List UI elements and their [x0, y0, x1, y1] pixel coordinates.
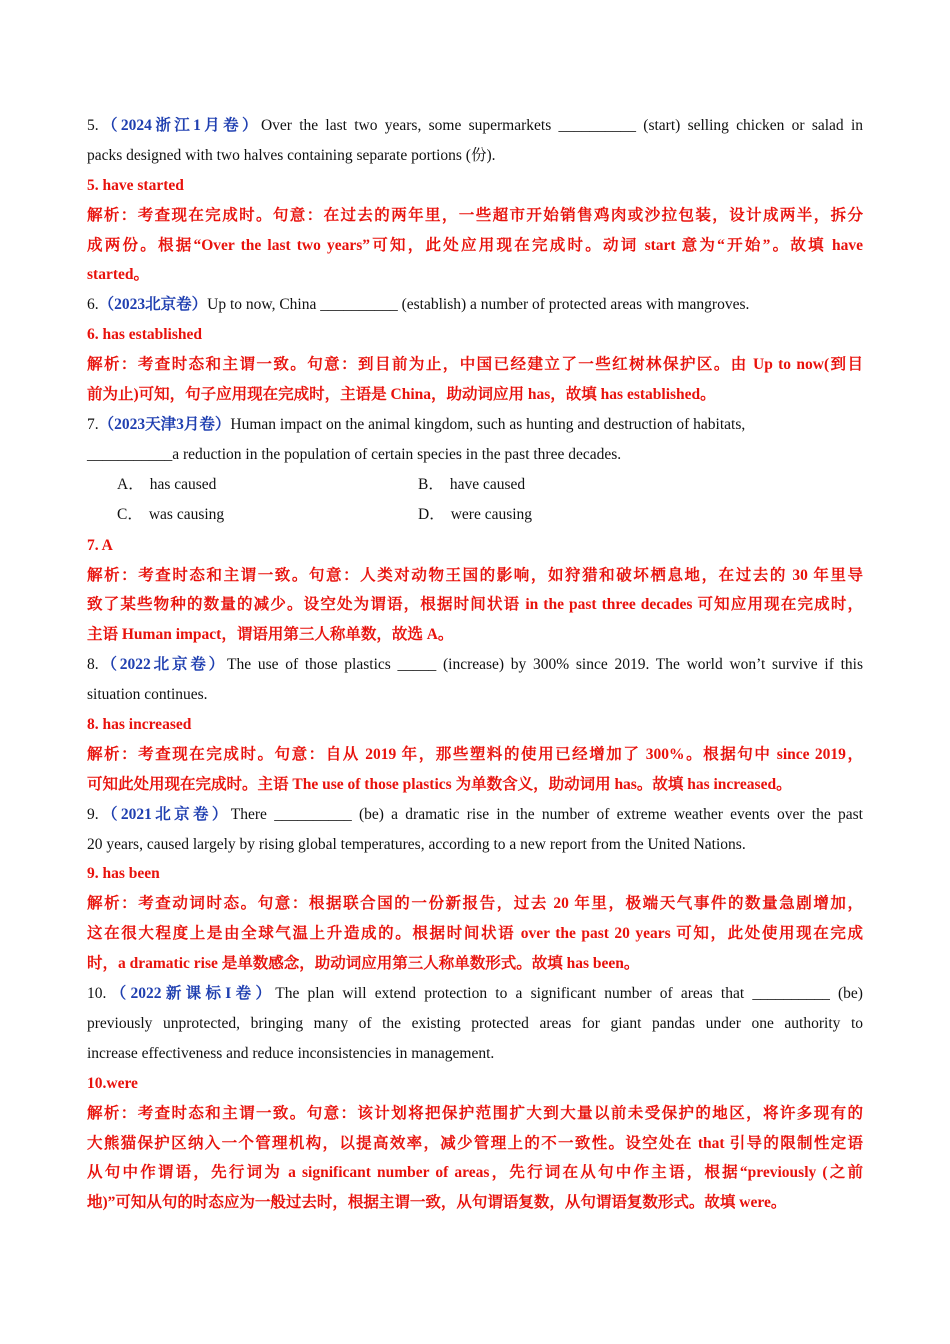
q7-source: （2023天津3月卷） [98, 415, 231, 433]
q9-line1: 9.（2021北京卷）There __________ (be) a dramatic rise in the number of extreme weather events over the past [87, 805, 863, 823]
q5-exp-2: 成两份。根据“Over the last two years”可知，此处应用现在完成时。动词 start 意为“开始”。故填 have [87, 236, 863, 254]
q10-line2: previously unprotected, bringing many of the existing protected areas for giant pandas under one authority to [87, 1014, 863, 1032]
q8-exp-1: 解析：考查现在完成时。句意：自从 2019 年，那些塑料的使用已经增加了 300%。根据句中 since 2019， [87, 745, 863, 763]
q7-answer: 7. A [87, 536, 113, 554]
q8-source: （2022北京卷） [98, 656, 228, 674]
q9-answer: 9. has been [87, 865, 160, 883]
q6-exp-2: 前为止)可知，句子应用现在完成时，主语是 China，助动词应用 has，故填 has established。 [87, 386, 716, 404]
q7-exp-1: 解析：考查时态和主谓一致。句意：人类对动物王国的影响，如狩猎和破坏栖息地，在过去的 30 年里导 [87, 566, 863, 584]
q9-exp-2: 这在很大程度上是由全球气温上升造成的。根据时间状语 over the past 20 years 可知，此处使用现在完成 [87, 925, 863, 943]
option-d: D． were causing [418, 506, 533, 524]
q10-exp-4: 地)”可知从句的时态应为一般过去时，根据主谓一致，从句谓语复数，从句谓语复数形式。故填 were。 [87, 1194, 787, 1212]
q7-line2: ___________a reduction in the population of certain species in the past three decades. [87, 445, 622, 463]
q10-line3: increase effectiveness and reduce inconsistencies in management. [87, 1044, 495, 1062]
option-c: C． was causing [117, 506, 225, 524]
q8-answer: 8. has increased [87, 716, 192, 734]
q7-options-row-1 [87, 470, 863, 501]
q5-exp-3: started。 [87, 266, 149, 284]
q7-exp-2: 致了某些物种的数量的减少。设空处为谓语，根据时间状语 in the past three decades 可知应用现在完成时， [87, 596, 863, 614]
q10-exp-1: 解析：考查时态和主谓一致。句意：该计划将把保护范围扩大到大量以前未受保护的地区，将许多现有的 [87, 1104, 863, 1122]
document-page [87, 111, 863, 1218]
q10-source: （2022新课标I卷） [106, 985, 276, 1003]
option-b: B． have caused [418, 475, 526, 493]
q7-line1: 7.（2023天津3月卷）Human impact on the animal kingdom, such as hunting and destruction of habitats, [87, 415, 746, 433]
q6-answer: 6. has established [87, 326, 202, 344]
q10-exp-3: 从句中作谓语，先行词为 a significant number of areas，先行词在从句中作主语，根据“previously (之前 [87, 1164, 863, 1182]
q5-line1: 5.（2024浙江1月卷）Over the last two years, some supermarkets __________ (start) selling chicken or salad in [87, 117, 863, 134]
q8-exp-2: 可知此处用现在完成时。主语 The use of those plastics 为单数含义，助动词用 has。故填 has increased。 [87, 775, 792, 793]
q10-exp-2: 大熊猫保护区纳入一个管理机构，以提高效率，减少管理上的不一致性。设空处在 that 引导的限制性定语 [87, 1134, 863, 1152]
q9-exp-1: 解析：考查动词时态。句意：根据联合国的一份新报告，过去 20 年里，极端天气事件的数量急剧增加， [87, 895, 863, 913]
q9-exp-3: 时，a dramatic rise 是单数感念，助动词应用第三人称单数形式。故填 has been。 [87, 955, 640, 973]
q5-line2: packs designed with two halves containing separate portions (份). [87, 146, 496, 164]
q9-line2: 20 years, caused largely by rising global temperatures, according to a new report from the United Nations. [87, 835, 746, 853]
q6-line1: 6.（2023北京卷）Up to now, China __________ (establish) a number of protected areas with mangroves. [87, 296, 750, 314]
q7-options-row-2 [87, 500, 863, 531]
q6-exp-1: 解析：考查时态和主谓一致。句意：到目前为止，中国已经建立了一些红树林保护区。由 Up to now(到目 [87, 356, 863, 374]
q5-answer: 5. have started [87, 176, 184, 194]
option-a: A． has caused [117, 475, 217, 493]
q8-line1: 8.（2022北京卷）The use of those plastics _____ (increase) by 300% since 2019. The world won’t survive if this [87, 656, 863, 674]
q9-source: （2021北京卷） [98, 805, 231, 823]
q5-exp-1: 解析：考查现在完成时。句意：在过去的两年里，一些超市开始销售鸡肉或沙拉包装，设计成两半，拆分 [87, 206, 863, 224]
q6-source: （2023北京卷） [98, 296, 208, 314]
q10-answer: 10.were [87, 1074, 138, 1092]
q5-source: （2024浙江1月卷） [98, 117, 261, 134]
q10-line1: 10.（2022新课标I卷）The plan will extend protection to a significant number of areas that __________ (be) [87, 985, 863, 1003]
q7-exp-3: 主语 Human impact，谓语用第三人称单数，故选 A。 [87, 626, 454, 644]
q8-line2: situation continues. [87, 686, 208, 704]
